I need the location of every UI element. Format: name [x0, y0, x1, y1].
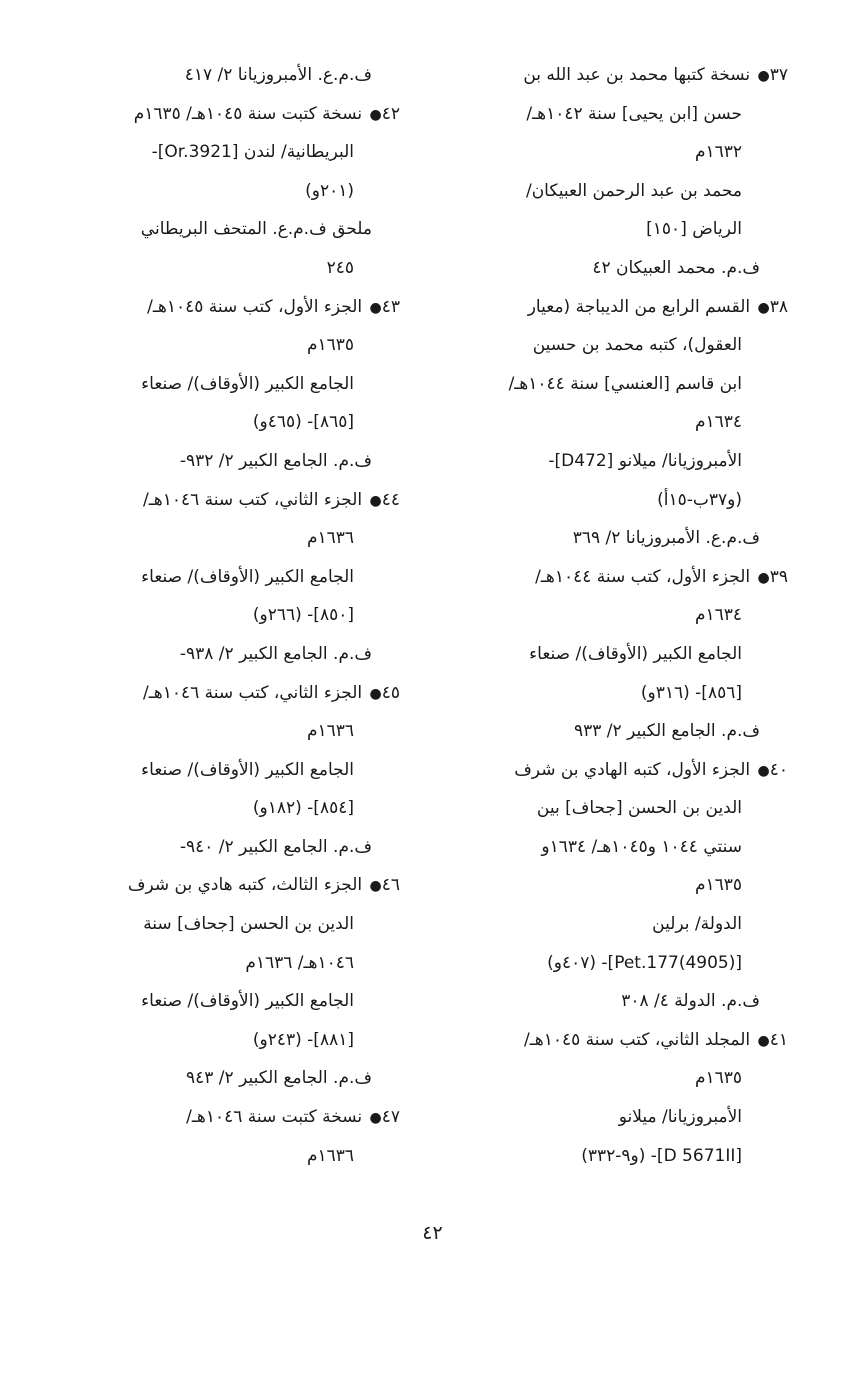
entry-text: المجلد الثاني، كتب سنة ١٠٤٥هـ/: [524, 1029, 756, 1050]
catalog-entry: [50, 674, 400, 867]
entry-line: ٢٤٥: [326, 257, 354, 278]
entry-line: ١٦٣٤م: [694, 605, 742, 626]
entry-first-line: [438, 1021, 788, 1060]
entry-line: ١٦٣٤م: [694, 412, 742, 433]
entry-reference-line: ف.م.ع. الأمبروزيانا ٢/ ٣٦٩: [572, 528, 760, 549]
bullet-icon: ●: [369, 685, 382, 702]
entry-number: ٣٧: [769, 65, 788, 85]
entry-first-line: [438, 558, 788, 597]
entry-number: ٤٧: [381, 1107, 400, 1128]
entry-reference-line: ملحق ف.م.ع. المتحف البريطاني: [140, 219, 372, 240]
entry-line: (٢٠١و): [305, 180, 354, 201]
entry-text: الجزء الثاني، كتب سنة ١٠٤٦هـ/: [143, 682, 368, 703]
entry-first-line: [50, 1098, 400, 1137]
catalog-entry: [50, 481, 400, 674]
entry-text: القسم الرابع من الديباجة (معيار: [527, 296, 756, 317]
entry-first-line: [438, 56, 788, 95]
entry-line: [٨٨١]- (٢٤٣و): [252, 1029, 354, 1050]
entry-first-line: [438, 751, 788, 790]
catalog-entry: [50, 866, 400, 1098]
catalog-entry: [438, 558, 788, 751]
entry-text: نسخة كتبها محمد بن عبد الله بن: [523, 65, 756, 85]
bullet-icon: ●: [369, 878, 382, 895]
entry-text: الجزء الثاني، كتب سنة ١٠٤٦هـ/: [143, 489, 368, 510]
bullet-icon: ●: [757, 299, 770, 316]
entry-line: ١٦٣٥م: [306, 335, 354, 356]
entry-text: الجزء الأول، كتب سنة ١٠٤٥هـ/: [147, 296, 368, 317]
catalog-entry: [50, 56, 400, 95]
entry-number: ٣٩: [769, 566, 788, 587]
entry-line: الجامع الكبير (الأوقاف)/ صنعاء: [141, 991, 354, 1012]
entry-line: الأمبروزيانا/ ميلانو: [618, 1107, 742, 1128]
entry-number: ٤٤: [381, 489, 400, 510]
entry-text: الجزء الثالث، كتبه هادي بن شرف: [127, 875, 368, 896]
entry-number: ٤٦: [381, 875, 400, 896]
entry-text: نسخة كتبت سنة ١٠٤٦هـ/: [186, 1107, 368, 1128]
entry-line: البريطانية/ لندن [Or.3921]-: [151, 142, 354, 163]
entry-line: (و٣٧ب-١٥أ): [657, 489, 742, 510]
entry-first-line: [50, 674, 400, 713]
left-column: [50, 56, 400, 1175]
entry-line: [٨٥٠]- (٢٦٦و): [252, 605, 354, 626]
entry-line: ١٦٣٥م: [694, 1068, 742, 1089]
entry-text: الجزء الأول، كتب سنة ١٠٤٤هـ/: [535, 566, 756, 587]
entry-line: العقول)، كتبه محمد بن حسين: [532, 335, 742, 356]
entry-first-line: [50, 866, 400, 905]
catalog-entry: [438, 56, 788, 288]
entry-line: الجامع الكبير (الأوقاف)/ صنعاء: [141, 373, 354, 394]
entry-line: الدين بن الحسن [جحاف] بين: [536, 798, 742, 819]
page-number: ٤٢: [422, 1222, 443, 1244]
entry-line: [Pet.177(4905)]- (٤٠٧و): [547, 952, 742, 973]
catalog-entry: [438, 288, 788, 558]
entry-line: سنتي ١٠٤٤ و١٠٤٥هـ/ ١٦٣٤و: [541, 836, 742, 857]
right-column: [438, 56, 788, 1175]
bullet-icon: ●: [757, 68, 770, 84]
bullet-icon: ●: [757, 762, 770, 779]
entry-line: [D 5671II]- (و٩-٣٣٢): [581, 1145, 742, 1166]
entry-number: ٤٢: [381, 103, 400, 124]
entry-reference-line: ف.م. محمد العبيكان ٤٢: [592, 257, 760, 278]
bullet-icon: ●: [369, 492, 382, 509]
entry-first-line: [50, 288, 400, 327]
entry-line: الدولة/ برلين: [652, 914, 742, 935]
bullet-icon: ●: [757, 1032, 770, 1049]
entry-line: ١٦٣٢م: [694, 142, 742, 163]
entry-number: ٤٣: [381, 296, 400, 317]
entry-first-line: [438, 288, 788, 327]
entry-reference-line: ف.م.ع. الأمبروزيانا ٢/ ٤١٧: [184, 65, 372, 85]
entry-line: ١٦٣٦م: [306, 721, 354, 742]
entry-first-line: [50, 481, 400, 520]
entry-number: ٣٨: [769, 296, 788, 317]
entry-reference-line: ف.م. الجامع الكبير ٢/ ٩٣٢-: [179, 450, 372, 471]
bullet-icon: ●: [369, 1110, 382, 1127]
entry-line: [٨٥٤]- (١٨٢و): [252, 798, 354, 819]
bullet-icon: ●: [369, 299, 382, 316]
catalog-entry: [50, 288, 400, 481]
entry-reference-line: ف.م. الجامع الكبير ٢/ ٩٣٨-: [179, 643, 372, 664]
bullet-icon: ●: [757, 569, 770, 586]
catalog-entry: [438, 751, 788, 1021]
entry-line: الجامع الكبير (الأوقاف)/ صنعاء: [141, 759, 354, 780]
entry-text: الجزء الأول، كتبه الهادي بن شرف: [514, 759, 756, 780]
catalog-entry: [50, 1098, 400, 1175]
entry-line: الرياض [١٥٠]: [646, 219, 742, 240]
entry-reference-line: ف.م. الدولة ٤/ ٣٠٨: [621, 991, 760, 1012]
entry-line: [٨٦٥]- (٤٦٥و): [252, 412, 354, 433]
entry-line: محمد بن عبد الرحمن العبيكان/: [525, 180, 742, 201]
entry-line: الجامع الكبير (الأوقاف)/ صنعاء: [529, 643, 742, 664]
catalog-entry: [50, 95, 400, 288]
entry-line: ١٠٤٦هـ/ ١٦٣٦م: [245, 952, 354, 973]
entry-text: نسخة كتبت سنة ١٠٤٥هـ/ ١٦٣٥م: [133, 103, 368, 124]
entry-line: ابن قاسم [العنسي] سنة ١٠٤٤هـ/: [508, 373, 742, 394]
entry-line: الجامع الكبير (الأوقاف)/ صنعاء: [141, 566, 354, 587]
entry-line: الأمبروزيانا/ ميلانو [D472]-: [548, 450, 742, 471]
entry-reference-line: ف.م. الجامع الكبير ٢/ ٩٤٣: [186, 1068, 372, 1089]
catalog-entry: [438, 1021, 788, 1175]
entry-number: ٤١: [769, 1029, 788, 1050]
entry-line: حسن [ابن يحيى] سنة ١٠٤٢هـ/: [526, 103, 742, 124]
entry-number: ٤٥: [381, 682, 400, 703]
entry-reference-line: ف.م. الجامع الكبير ٢/ ٩٤٠-: [179, 836, 372, 857]
entry-line: [٨٥٦]- (٣١٦و): [640, 682, 742, 703]
entry-line: ١٦٣٦م: [306, 528, 354, 549]
entry-first-line: [50, 95, 400, 134]
entry-number: ٤٠: [769, 759, 788, 780]
entry-line: ١٦٣٦م: [306, 1145, 354, 1166]
entry-reference-line: ف.م. الجامع الكبير ٢/ ٩٣٣: [574, 721, 760, 742]
entry-line: الدين بن الحسن [جحاف] سنة: [143, 914, 354, 935]
bullet-icon: ●: [369, 106, 382, 123]
entry-line: ١٦٣٥م: [694, 875, 742, 896]
